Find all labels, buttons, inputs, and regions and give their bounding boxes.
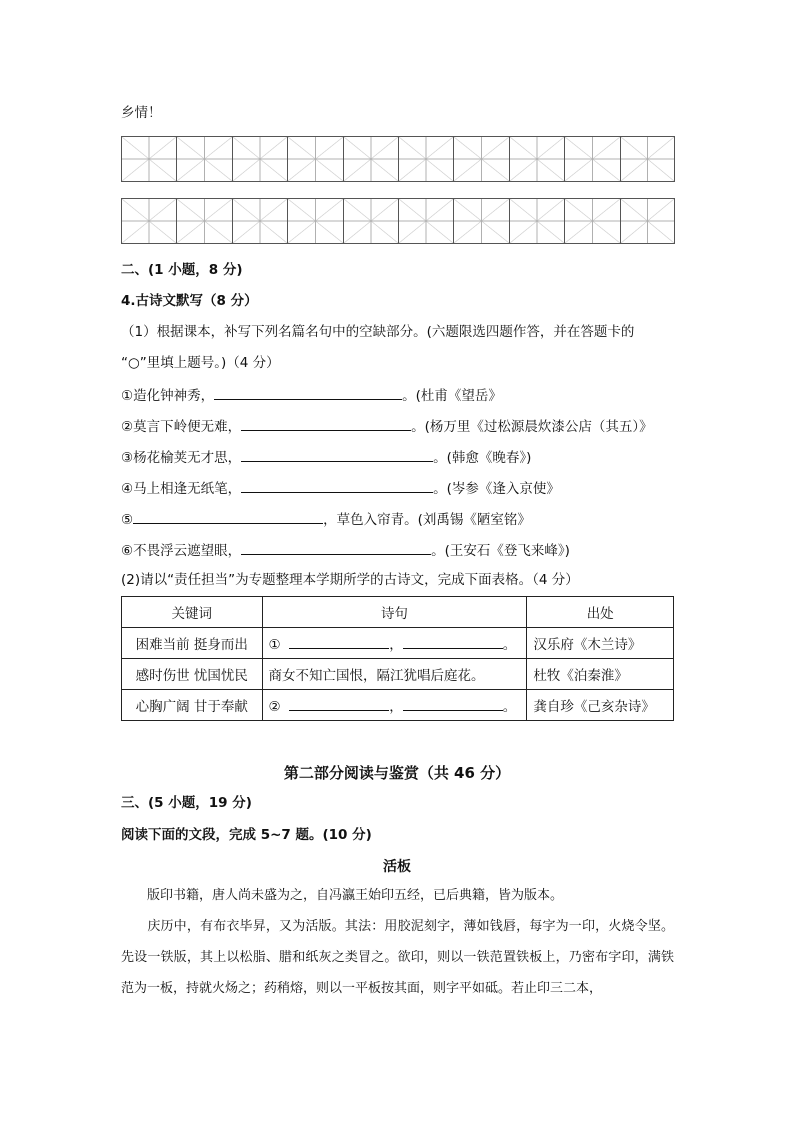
reading-instruction: 阅读下面的文段，完成 5~7 题。(10 分) [121,827,372,843]
article-title: 活板 [383,859,411,875]
grid-cell[interactable] [176,136,231,182]
answer-blank[interactable] [241,540,431,555]
item-text: ⑥不畏浮云遮望眼， [121,543,242,559]
answer-blank[interactable] [214,385,402,400]
grid-cell[interactable] [121,198,176,244]
recitation-item-3 [121,447,531,467]
answer-blank[interactable] [289,634,389,649]
part-1-instruction: （1）根据课本，补写下列名篇名句中的空缺部分。(六题限选四题作答，并在答题卡的 [121,324,635,340]
answer-blank[interactable] [403,696,503,711]
poem-cell [262,628,527,659]
recitation-item-5 [121,509,531,529]
article-paragraph-2: 庆历中，有布衣毕昇，又为活版。其法：用胶泥刻字，薄如钱唇，每字为一印，火烧令坚。先设一铁版，其上以松脂、腊和纸灰之类冒之。欲印，则以一铁范置铁板上，乃密布字印，满铁范为一板，持就火炀之；药稍熔，则以一平板按其面，则字平如砥。若止印三二本， [121,919,674,996]
grid-cell[interactable] [398,198,453,244]
blank-marker: ① [268,637,281,653]
table-row [122,659,674,690]
answer-blank[interactable] [403,634,503,649]
table-row [122,628,674,659]
item-source: ，草色入帘青。(刘禹锡《陋室铭》 [323,512,531,528]
recitation-item-1 [121,385,502,405]
grid-cell[interactable] [232,198,287,244]
grid-cell[interactable] [620,198,675,244]
grid-cell[interactable] [620,136,675,182]
section-2-heading: 二、(1 小题，8 分) [121,262,243,278]
recitation-item-4 [121,478,560,498]
part-1-instruction-cont: “○”里填上题号。)（4 分） [121,355,280,371]
source-cell: 杜牧《泊秦淮》 [527,659,674,690]
answer-blank[interactable] [289,696,389,711]
header-poem: 诗句 [262,597,527,628]
answer-blank[interactable] [241,447,433,462]
source-cell: 汉乐府《木兰诗》 [527,628,674,659]
header-keyword: 关键词 [122,597,263,628]
item-source: 。(杨万里《过松源晨炊漆公店（其五）》 [411,419,653,435]
keyword-cell: 困难当前 挺身而出 [122,628,263,659]
responsibility-poem-table [121,596,674,721]
part-two-title: 第二部分阅读与鉴赏（共 46 分） [283,764,511,782]
item-text: ④马上相逢无纸笔， [121,481,242,497]
section-3-heading: 三、(5 小题，19 分) [121,795,252,811]
composition-grid-row [121,198,675,244]
punctuation: 。 [502,637,517,653]
header-source: 出处 [527,597,674,628]
grid-cell[interactable] [343,136,398,182]
poem-cell: 商女不知亡国恨，隔江犹唱后庭花。 [262,659,527,690]
item-text: ①造化钟神秀， [121,388,215,404]
question-4-title: 4.古诗文默写（8 分） [121,293,258,309]
grid-cell[interactable] [287,136,342,182]
poem-cell [262,690,527,721]
recitation-item-6 [121,540,570,560]
intro-tail-text: 乡情！ [121,105,162,121]
keyword-cell: 心胸广阔 甘于奉献 [122,690,263,721]
item-text: ③杨花榆荚无才思， [121,450,242,466]
grid-cell[interactable] [176,198,231,244]
grid-cell[interactable] [453,198,508,244]
grid-cell[interactable] [121,136,176,182]
grid-cell[interactable] [509,198,564,244]
grid-cell[interactable] [453,136,508,182]
answer-blank[interactable] [241,416,411,431]
item-source: 。(岑参《逢入京使》 [433,481,560,497]
answer-blank[interactable] [133,509,323,524]
item-text: ⑤ [121,512,134,528]
grid-cell[interactable] [398,136,453,182]
recitation-item-2 [121,416,653,436]
keyword-cell: 感时伤世 忧国忧民 [122,659,263,690]
part-2-instruction: (2)请以“责任担当”为专题整理本学期所学的古诗文，完成下面表格。（4 分） [121,572,579,588]
grid-cell[interactable] [564,136,619,182]
article-paragraph-1: 版印书籍，唐人尚未盛为之，自冯瀛王始印五经，已后典籍，皆为版本。 [121,888,564,903]
grid-cell[interactable] [287,198,342,244]
blank-marker: ② [268,699,281,715]
answer-blank[interactable] [241,478,433,493]
item-text: ②莫言下岭便无难， [121,419,242,435]
grid-cell[interactable] [343,198,398,244]
composition-grid-row [121,136,675,182]
punctuation: ， [389,637,403,653]
source-cell: 龚自珍《己亥杂诗》 [527,690,674,721]
punctuation: ， [389,699,403,715]
grid-cell[interactable] [509,136,564,182]
item-source: 。(王安石《登飞来峰》) [431,543,570,559]
grid-cell[interactable] [232,136,287,182]
item-source: 。(韩愈《晚春》) [433,450,532,466]
grid-cell[interactable] [564,198,619,244]
table-row [122,690,674,721]
item-source: 。(杜甫《望岳》 [402,388,502,404]
punctuation: 。 [502,699,517,715]
table-header-row [122,597,674,628]
